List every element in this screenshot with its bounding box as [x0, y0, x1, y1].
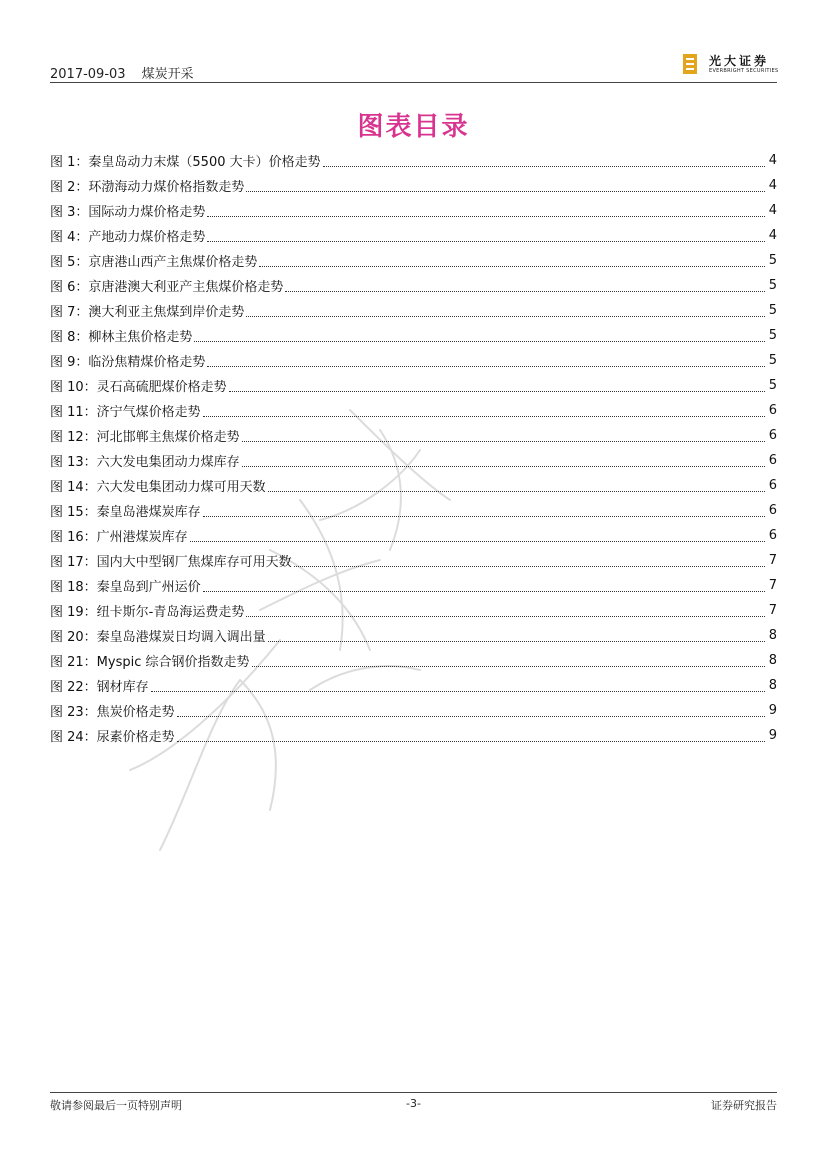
toc-entry[interactable] [50, 223, 777, 248]
toc-entry[interactable] [50, 673, 777, 698]
toc-leader-dots [268, 480, 765, 492]
toc-entry-page: 7 [768, 578, 777, 593]
toc-entry[interactable] [50, 473, 777, 498]
toc-entry[interactable] [50, 148, 777, 173]
toc-entry-label: 图 21：Myspic 综合钢价指数走势 [50, 655, 250, 670]
toc-entry-label: 图 5：京唐港山西产主焦煤价格走势 [50, 255, 258, 270]
toc-entry-page: 5 [768, 328, 777, 343]
toc-leader-dots [259, 255, 765, 267]
toc-entry-page: 6 [768, 453, 777, 468]
toc-entry[interactable] [50, 598, 777, 623]
toc-entry-page: 7 [768, 603, 777, 618]
toc-entry-label: 图 2：环渤海动力煤价格指数走势 [50, 180, 245, 195]
toc-entry-page: 4 [768, 228, 777, 243]
toc-entry-label: 图 24：尿素价格走势 [50, 730, 175, 745]
toc-entry[interactable] [50, 423, 777, 448]
toc-entry-label: 图 6：京唐港澳大利亚产主焦煤价格走势 [50, 280, 284, 295]
toc-entry-page: 4 [768, 178, 777, 193]
toc-entry-label: 图 7：澳大利亚主焦煤到岸价走势 [50, 305, 245, 320]
toc-entry-label: 图 12：河北邯郸主焦煤价格走势 [50, 430, 240, 445]
toc-entry-page: 5 [768, 303, 777, 318]
footer-divider [50, 1092, 777, 1093]
footer-report-type: 证券研究报告 [711, 1099, 777, 1112]
toc-leader-dots [229, 380, 765, 392]
toc-entry-label: 图 11：济宁气煤价格走势 [50, 405, 201, 420]
toc-entry-page: 5 [768, 378, 777, 393]
toc-entry[interactable] [50, 648, 777, 673]
logo-chinese-name: 光大证券 [709, 54, 770, 68]
toc-entry-label: 图 4：产地动力煤价格走势 [50, 230, 206, 245]
toc-entry[interactable] [50, 698, 777, 723]
page-header [50, 60, 777, 82]
toc-leader-dots [323, 155, 765, 167]
header-divider [50, 82, 777, 83]
toc-entry-label: 图 8：柳林主焦价格走势 [50, 330, 193, 345]
toc-entry-page: 4 [768, 153, 777, 168]
header-industry: 煤炭开采 [141, 67, 194, 82]
toc-entry[interactable] [50, 173, 777, 198]
toc-leader-dots [190, 530, 765, 542]
toc-leader-dots [151, 680, 765, 692]
toc-entry-label: 图 22：钢材库存 [50, 680, 149, 695]
toc-entry-page: 4 [768, 203, 777, 218]
toc-leader-dots [207, 355, 765, 367]
header-date: 2017-09-03 [50, 67, 126, 82]
toc-entry-page: 8 [768, 678, 777, 693]
logo-mark-icon [683, 54, 697, 74]
toc-leader-dots [194, 330, 765, 342]
toc-entry-label: 图 18：秦皇岛到广州运价 [50, 580, 201, 595]
toc-entry-label: 图 10：灵石高硫肥煤价格走势 [50, 380, 227, 395]
toc-leader-dots [207, 230, 765, 242]
figure-list [50, 148, 777, 748]
toc-leader-dots [294, 555, 765, 567]
toc-entry[interactable] [50, 373, 777, 398]
toc-leader-dots [203, 405, 765, 417]
toc-entry-page: 5 [768, 353, 777, 368]
toc-entry-label: 图 16：广州港煤炭库存 [50, 530, 188, 545]
toc-entry-page: 6 [768, 528, 777, 543]
toc-entry[interactable] [50, 498, 777, 523]
toc-entry-label: 图 17：国内大中型钢厂焦煤库存可用天数 [50, 555, 292, 570]
toc-entry[interactable] [50, 573, 777, 598]
toc-entry-page: 8 [768, 653, 777, 668]
toc-entry[interactable] [50, 348, 777, 373]
toc-entry[interactable] [50, 198, 777, 223]
toc-leader-dots [268, 630, 765, 642]
toc-entry-label: 图 1：秦皇岛动力末煤（5500 大卡）价格走势 [50, 155, 321, 170]
toc-entry-page: 6 [768, 428, 777, 443]
header-text [50, 63, 194, 82]
toc-entry[interactable] [50, 323, 777, 348]
toc-leader-dots [207, 205, 765, 217]
toc-leader-dots [246, 305, 765, 317]
toc-leader-dots [242, 430, 765, 442]
toc-entry-page: 5 [768, 253, 777, 268]
toc-entry[interactable] [50, 398, 777, 423]
toc-leader-dots [177, 705, 765, 717]
toc-entry[interactable] [50, 723, 777, 748]
toc-entry-page: 5 [768, 278, 777, 293]
toc-entry-label: 图 3：国际动力煤价格走势 [50, 205, 206, 220]
toc-entry[interactable] [50, 298, 777, 323]
toc-entry-page: 9 [768, 728, 777, 743]
toc-entry-page: 8 [768, 628, 777, 643]
toc-entry[interactable] [50, 273, 777, 298]
toc-entry[interactable] [50, 548, 777, 573]
toc-entry[interactable] [50, 623, 777, 648]
toc-entry-label: 图 14：六大发电集团动力煤可用天数 [50, 480, 266, 495]
company-logo [683, 52, 778, 78]
toc-entry-label: 图 19：纽卡斯尔-青岛海运费走势 [50, 605, 245, 620]
toc-entry-page: 6 [768, 403, 777, 418]
toc-entry-label: 图 23：焦炭价格走势 [50, 705, 175, 720]
toc-entry-page: 7 [768, 553, 777, 568]
toc-entry-label: 图 15：秦皇岛港煤炭库存 [50, 505, 201, 520]
toc-entry-page: 6 [768, 503, 777, 518]
toc-entry[interactable] [50, 523, 777, 548]
toc-entry-page: 6 [768, 478, 777, 493]
toc-entry[interactable] [50, 448, 777, 473]
toc-leader-dots [246, 180, 765, 192]
toc-leader-dots [252, 655, 765, 667]
toc-entry-label: 图 13：六大发电集团动力煤库存 [50, 455, 240, 470]
toc-leader-dots [285, 280, 765, 292]
logo-english-name: EVERBRIGHT SECURITIES [709, 68, 779, 74]
toc-leader-dots [242, 455, 765, 467]
page-title: 图表目录 [357, 112, 470, 142]
toc-leader-dots [203, 580, 765, 592]
toc-entry-label: 图 20：秦皇岛港煤炭日均调入调出量 [50, 630, 266, 645]
toc-leader-dots [246, 605, 765, 617]
footer-disclaimer: 敬请参阅最后一页特别声明 [50, 1099, 182, 1112]
toc-leader-dots [203, 505, 765, 517]
toc-entry-label: 图 9：临汾焦精煤价格走势 [50, 355, 206, 370]
toc-entry[interactable] [50, 248, 777, 273]
toc-entry-page: 9 [768, 703, 777, 718]
page-number: -3- [406, 1097, 421, 1110]
page-footer [50, 1097, 777, 1113]
toc-leader-dots [177, 730, 765, 742]
